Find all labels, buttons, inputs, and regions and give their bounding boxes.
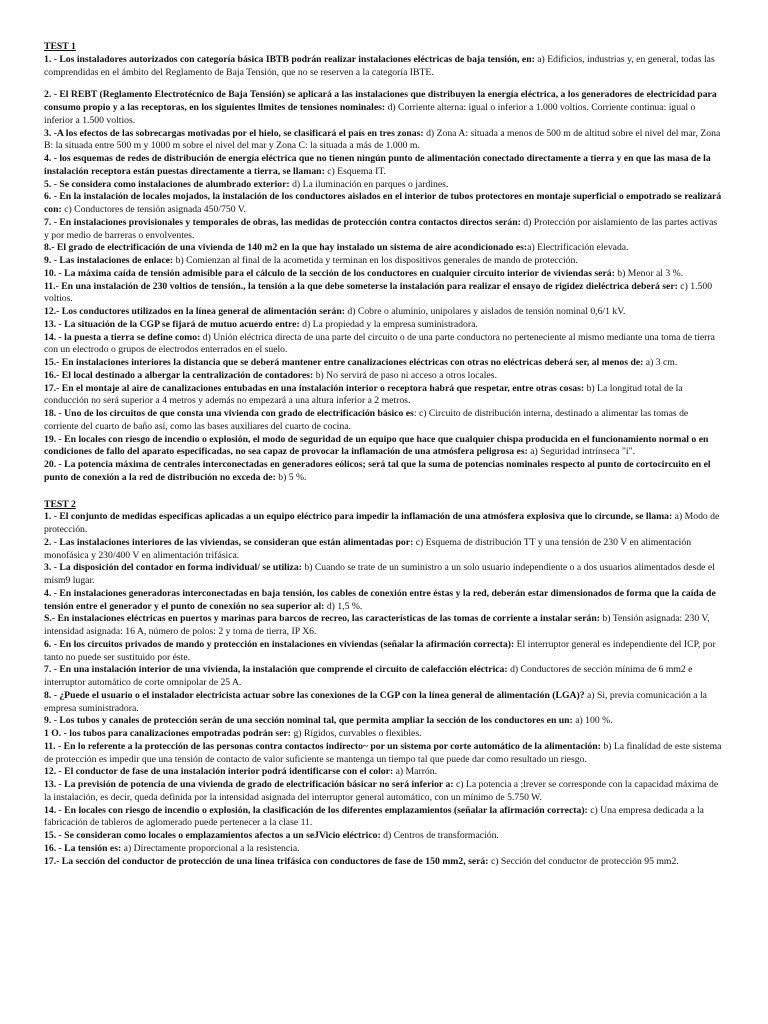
- question-text: 14. - En locales con riesgo de incendio o explosión, la clasificación de los diferentes emplazamientos (señalar la afirmación correcta):: [44, 804, 588, 816]
- question-text: 7. - En instalaciones provisionales y temporales de obras, las medidas de protección contra contactos directos serán:: [44, 216, 521, 228]
- question-text: 16. - La tensión es:: [44, 842, 122, 854]
- answer-text: b) Menor al 3 %.: [614, 267, 684, 279]
- question-item: [44, 766, 724, 779]
- answer-text: c) La potencia a ;lrever se corresponde con la capacidad máxima de la instalación, es decir, queda definida por la intensidad asignada del interruptor general automático, con un mínimo de 5.750 W.: [44, 779, 719, 803]
- answer-text: b) Cuando se trate de un suministro a un solo usuario independiente o a dos usuarios alimentados desde el mism9 lugar.: [44, 562, 715, 586]
- question-item: [44, 242, 724, 255]
- question-item: [44, 268, 724, 281]
- question-item: [44, 639, 724, 665]
- question-item: [44, 856, 724, 869]
- answer-text: d) La iluminación en parques o jardines.: [289, 178, 449, 190]
- question-text: 17.- En el montaje al aire de canalizaciones entubadas en una instalación interior o receptora habrá que respetar, entre otras cosas:: [44, 382, 585, 394]
- answer-text: d) Corriente alterna: igual o inferior a 1.000 voltios. Corriente continua: igual o inferior a 1.500 voltios.: [44, 102, 696, 126]
- question-item: [44, 511, 724, 537]
- answer-text: : c) Circuito de distribución interna, destinado a alimentar las tomas de corriente del cuarto de baño así, como las bases auxiliares del cuarto de cocina.: [44, 408, 689, 432]
- answer-text: b) 5 %.: [275, 471, 307, 483]
- question-item: [44, 319, 724, 332]
- question-item: [44, 779, 724, 805]
- question-item: [44, 613, 724, 639]
- test2-heading: TEST 2: [44, 498, 76, 510]
- question-text: 15. - Se consideran como locales o emplazamientos afectos a un seJVicio eléctrico:: [44, 830, 381, 841]
- answer-text: b) No servirá de paso ni acceso a otros locales.: [313, 369, 497, 381]
- answer-text: c) Conductores de tensión asignada 450/750 V.: [61, 204, 246, 215]
- question-text: 4. - los esquemas de redes de distribución de energía eléctrica que no tienen ningún punto de alimentación conectado directamente a tierra y en que las masa de la instalación receptora están puestas directamente a tierra, se llaman:: [44, 153, 711, 177]
- question-text: 17.- La sección del conductor de protección de una línea trifásica con conductores de fase de 150 mm2, será:: [44, 855, 489, 867]
- question-text: 8. - ¿Puede el usuario o el instalador electricista actuar sobre las conexiones de la CGP con la línea general de alimentación (LGA)?: [44, 689, 585, 701]
- answer-text: a) Directamente proporcional a la resistencia.: [121, 842, 300, 854]
- answer-text: El interruptor general es independiente del ICP, por tanto no puede ser sustituido por éste.: [44, 638, 716, 663]
- question-item: [44, 370, 724, 383]
- question-item: [44, 191, 724, 217]
- question-item: [44, 153, 724, 179]
- question-text: 2. - El REBT (Reglamento Electrotécnico de Baja Tensión) se aplicará a las instalaciones que distribuyen la energía eléctrica, a los generadores de electricidad para consumo propio y a las receptoras, en los siguientes llmites de tensiones nominales:: [44, 89, 717, 113]
- question-item: [44, 741, 724, 767]
- answer-text: c) 1.500 voltios.: [44, 280, 713, 305]
- question-text: 9. - Los tubos y canales de protección serán de una sección nominal tal, que permita ampliar la sección de los conductores en un:: [44, 715, 573, 727]
- question-text: 2. - Las instalaciones interiores de las viviendas, se consideran que están alimentadas por:: [44, 536, 414, 548]
- question-text: 18. - Uno de los circuitos de que consta una vivienda con grado de electrificación básico es: [44, 408, 414, 419]
- question-item: [44, 588, 724, 614]
- answer-text: d) Conductores de sección mínima de 6 mm2 e interruptor automático de corte omnipolar de 25 A.: [44, 664, 693, 688]
- question-text: 1. - El conjunto de medidas especificas aplicadas a un equipo eléctrico para impedir la inflamación de una atmósfera explosiva que lo circunde, se llama:: [44, 511, 673, 523]
- question-item: [44, 217, 724, 243]
- test1-heading: TEST 1: [44, 41, 76, 52]
- question-text: 20. - La potencia máxima de centrales interconectadas en generadores eólicos; será tal que la suma de potencias nominales respecto al punto de cortocircuito en el punto de conexión a la red de distribución no exceda de:: [44, 459, 711, 483]
- answer-text: a) Electrificación elevada.: [527, 242, 629, 254]
- answer-text: a) 3 cm.: [643, 357, 678, 368]
- question-text: S.- En instalaciones eléctricas en puertos y marinas para barcos de recreo, las características de las tomas de corriente a instalar serán:: [44, 613, 600, 625]
- question-text: 10. - La máxima caída de tensión admisible para el cálculo de la sección de los conductores en cualquier circuito interior de viviendas será:: [44, 267, 615, 279]
- question-item: [44, 434, 724, 460]
- answer-text: d) Zona A: situada a menos de 500 m de altitud sobre el nivel del mar, Zona B: la situada entre 500 m y 1000 m sobre el nivel del mar y Zona C: la situada a más de 1.000 m.: [44, 127, 721, 152]
- question-text: 6. - En los circuitos privados de mando y protección en instalaciones en viviendas (señalar la afirmación correcta):: [44, 638, 515, 650]
- question-text: 11. - En lo referente a la protección de las personas contra contactos indirecto~ por un sistema por corte automático de la alimentación:: [44, 740, 601, 752]
- question-item: [44, 332, 724, 358]
- question-item: [44, 179, 724, 192]
- question-text: 14. - la puesta a tierra se define como:: [44, 331, 201, 343]
- answer-text: a) Seguridad intrínseca "i".: [527, 446, 635, 458]
- question-item: [44, 459, 724, 485]
- question-text: 1. - Los instaladores autorizados con categoría básica IBTB podrán realizar instalaciones eléctricas de baja tensión, en:: [44, 53, 535, 65]
- answer-text: a) 100 %.: [572, 715, 613, 727]
- answer-text: d) Centros de transformación.: [380, 830, 499, 841]
- question-item: [44, 664, 724, 690]
- question-text: 16.- El local destinado a albergar la centralización de contadores:: [44, 369, 314, 381]
- question-item: [44, 715, 724, 728]
- question-text: 15.- En instalaciones interiores la distancia que se deberá mantener entre canalizaciones eléctricas con otras no eléctricas deberá ser, al menos de:: [44, 357, 644, 368]
- question-text: 3. -A los efectos de las sobrecargas motivadas por el hielo, se clasificará el país en tres zonas:: [44, 127, 424, 139]
- answer-text: a) Edificios, industrias y, en general, todas las comprendidas en el ámbito del Reglamento de Baja Tensión, que no se reserven a la categoría IBTE.: [44, 53, 715, 78]
- answer-text: b) Comienzan al final de la acometida y terminan en los dispositivos generales de mando de protección.: [173, 255, 578, 266]
- test1-question-list: [44, 54, 724, 485]
- answer-text: b) Tensión asignada: 230 V, intensidad asignada: 16 A, número de polos: 2 y toma de tierra, IP X6.: [44, 613, 710, 637]
- question-item: [44, 728, 724, 741]
- question-item: [44, 830, 724, 843]
- answer-text: c) Esquema de distribución TT y una tensión de 230 V en alimentación monofásica y 230/400 V en alimentación trifásica.: [44, 536, 692, 561]
- answer-text: d) Cobre o aluminio, unipolares y aislados de tensión nominal 0,6/1 kV.: [344, 306, 626, 317]
- question-item: [44, 54, 724, 80]
- question-text: 1 O. - los tubos para canalizaciones empotradas podrán ser:: [44, 728, 292, 739]
- question-text: 13. - La previsión de potencia de una vivienda de grado de electrificación básicar no será inferior a:: [44, 779, 454, 790]
- question-item: [44, 89, 724, 127]
- question-text: 19. - En locales con riesgo de incendio o explosión, el modo de seguridad de un equipo que hace que cualquier chispa producida en el funcionamiento normal o en condiciones de fallo del aparato especificadas, no sea capaz de provocar la inflamación de una atmósfera peligrosa es:: [44, 433, 709, 458]
- answer-text: a) Marrón.: [393, 766, 438, 778]
- answer-text: c) Esquema IT.: [324, 165, 386, 177]
- question-text: 6. - En la instalación de locales mojados, la instalación de los conductores aislados en el interior de tubos protectores en montaje superficial o empotrado se realizará con:: [44, 191, 722, 215]
- question-item: [44, 255, 724, 268]
- question-item: [44, 383, 724, 409]
- answer-text: d) Protección por aislamiento de las partes activas y por medio de barreras o envolventes.: [44, 216, 718, 241]
- question-item: [44, 805, 724, 831]
- question-text: 13. - La situación de la CGP se fijará de mutuo acuerdo entre:: [44, 318, 300, 330]
- answer-text: g) Rígidos, curvables o flexibles.: [291, 728, 422, 739]
- answer-text: d) 1,5 %.: [324, 600, 363, 612]
- question-text: 4. - En instalaciones generadoras interconectadas en baja tensión, los cables de conexión entre éstas y la red, deberán estar dimensionados de forma que la caída de tensión entre el generador y el punto de conexión no sea superior al:: [44, 587, 716, 612]
- question-text: 9. - Las instalaciones de enlace:: [44, 255, 174, 266]
- question-item: [44, 357, 724, 370]
- question-item: [44, 128, 724, 154]
- answer-text: b) La finalidad de este sistema de protección es impedir que una tensión de contacto de valor suficiente se mantenga un tiempo tal que puede dar como resultado un riesgo.: [44, 740, 722, 765]
- question-item: [44, 537, 724, 563]
- question-item: [44, 306, 724, 319]
- answer-text: a) Modo de protección.: [44, 511, 720, 535]
- question-text: 11.- En una instalación de 230 voltios de tensión., la tensión a la que debe someterse la instalación para realizar el ensayo de rigidez dieléctrica deberá ser:: [44, 280, 678, 292]
- question-text: 8.- El grado de electrificación de una vivienda de 140 m2 en la que hay instalado un sistema de aire acondicionado es:: [44, 242, 528, 254]
- question-item: [44, 281, 724, 307]
- answer-text: d) La propiedad y la empresa suministradora.: [299, 318, 478, 330]
- answer-text: a) Si, previa comunicación a la empresa suministradora.: [44, 689, 707, 714]
- answer-text: c) Sección del conductor de protección 95 mm2.: [488, 855, 679, 867]
- question-item: [44, 408, 724, 434]
- answer-text: c) Una empresa dedicada a la fabricación de tableros de aglomerado puede pertenecer a la clase 11.: [44, 804, 704, 829]
- paragraph-spacer: [44, 79, 724, 89]
- answer-text: b) La longitud total de la conducción no será superior a 4 metros y además no empezará a una altura inferior a 2 metros.: [44, 382, 683, 407]
- question-item: [44, 562, 724, 588]
- section-spacer: [44, 485, 724, 499]
- question-item: [44, 690, 724, 716]
- question-text: 5. - Se considera como instalaciones de alumbrado exterior:: [44, 178, 290, 190]
- question-text: 12.- Los conductores utilizados en la línea general de alimentación serán:: [44, 306, 345, 317]
- question-text: 12. - El conductor de fase de una instalación interior podrá identificarse con el color:: [44, 766, 394, 778]
- answer-text: d) Unión eléctrica directa de una parte del circuito o de una parte conductora no perteneciente al mismo mediante una toma de tierra con un electrodo o grupos de electrodos enterrados en el suelo.: [44, 331, 715, 356]
- test2-question-list: [44, 511, 724, 868]
- question-text: 3. - La disposición del contador en forma individual/ se utiliza:: [44, 562, 302, 574]
- question-item: [44, 843, 724, 856]
- question-text: 7. - En una instalación interior de una vivienda, la instalación que comprende el circuito de calefacción eléctrica:: [44, 664, 508, 676]
